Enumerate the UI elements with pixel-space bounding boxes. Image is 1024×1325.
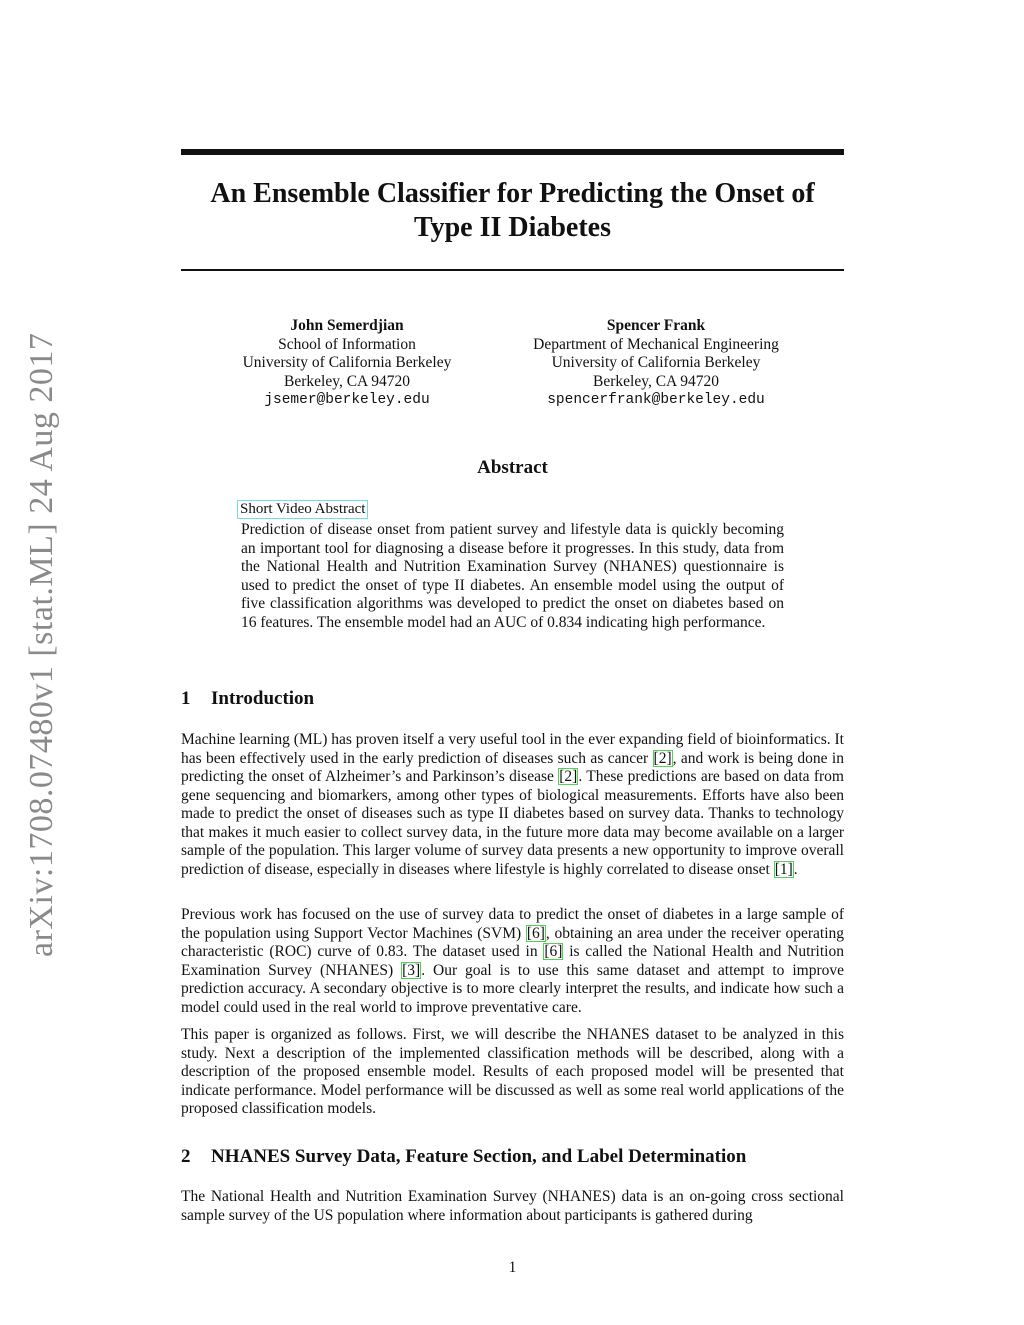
citation-link[interactable]: [2] (559, 768, 578, 785)
section-title: NHANES Survey Data, Feature Section, and Label Determination (211, 1146, 747, 1167)
paragraph-text: Previous work has focused on the use of survey data to predict the onset of diabetes in a large sample of the population using Support Vector Machines (SVM) (181, 906, 844, 942)
paragraph-text: . (793, 860, 798, 878)
video-abstract-link[interactable]: Short Video Abstract (240, 501, 366, 517)
paragraph-text: . These predictions are based on data from gene sequencing and biomarkers, among other types of biological measurements. Efforts have also been made to predict the onset of diseases such as type II diabetes based on survey data. Thanks to technology that makes it much easier to collect survey data, in the future more data may become available on a larger sample of the population. This larger volume of survey data presents a new opportunity to improve overall prediction of disease, especially in diseases where lifestyle is highly correlated to disease onset (181, 768, 844, 878)
section-number: 1 (181, 688, 191, 709)
citation-link[interactable]: [3] (402, 961, 421, 979)
title-rule-bottom (181, 269, 844, 271)
author-email[interactable]: jsemer@berkeley.edu (264, 392, 430, 408)
section-number: 2 (181, 1146, 191, 1167)
intro-paragraph-1 (181, 731, 844, 879)
paragraph-text: . Our goal is to use this same dataset and attempt to improve prediction accuracy. A secondary objective is to more clearly interpret the results, and indicate how such a model could used in the real world to improve preventative care. (181, 961, 844, 1016)
arxiv-identifier: arXiv:1708.07480v1 [stat.ML] 24 Aug 2017 (23, 332, 60, 957)
paragraph-text: is called the National Health and Nutrition Examination Survey (NHANES) (181, 943, 844, 979)
abstract-text: Prediction of disease onset from patient survey and lifestyle data is quickly becoming an important tool for diagnosing a disease before it progresses. In this study, data from the National Health and Nutrition Examination Survey (NHANES) questionnaire is used to predict the onset of type II diabetes. An ensemble model using the output of five classification algorithms was developed to predict the onset on diabetes based on 16 features. The ensemble model had an AUC of 0.834 indicating high performance. (241, 521, 784, 631)
section-heading-introduction (181, 688, 844, 710)
citation-link[interactable]: [2] (653, 749, 672, 767)
citation-link[interactable]: [6] (526, 924, 545, 942)
author-institution: University of California Berkeley (242, 354, 452, 371)
author-block-1 (197, 317, 497, 410)
author-location: Berkeley, CA 94720 (593, 372, 719, 390)
author-affiliation: Department of Mechanical Engineering (533, 335, 779, 353)
section-title: Introduction (211, 688, 315, 709)
section-heading-nhanes (181, 1146, 844, 1168)
intro-paragraph-2 (181, 906, 844, 1017)
title-line-1: An Ensemble Classifier for Predicting the Onset of (210, 178, 815, 209)
author-affiliation: School of Information (278, 335, 416, 353)
citation-link[interactable]: [6] (544, 943, 563, 960)
paragraph-text: , and work is being done in predicting the onset of Alzheimer’s and Parkinson’s disease (181, 749, 844, 785)
author-block-2 (506, 317, 806, 410)
paper-title (181, 177, 844, 245)
intro-paragraph-3: This paper is organized as follows. First, we will describe the NHANES dataset to be analyzed in this study. Next a description of the implemented classification methods will be described, along with a description of the proposed ensemble model. Results of each proposed model will be presented that indicate performance. Model performance will be discussed as well as some real world applications of the proposed classification models. (181, 1026, 844, 1117)
title-line-2: Type II Diabetes (413, 212, 612, 243)
paragraph-text: , obtaining an area under the receiver operating characteristic (ROC) curve of 0.83. The dataset used in (181, 924, 845, 960)
author-location: Berkeley, CA 94720 (284, 372, 410, 390)
citation-link[interactable]: [1] (774, 860, 793, 878)
author-name: John Semerdjian (290, 317, 404, 334)
page-number: 1 (508, 1259, 517, 1276)
author-email[interactable]: spencerfrank@berkeley.edu (547, 392, 765, 408)
author-institution: University of California Berkeley (551, 354, 761, 371)
paragraph-text: Machine learning (ML) has proven itself a very useful tool in the ever expanding field of bioinformatics. It has been effectively used in the early prediction of diseases such as cancer (181, 731, 844, 767)
abstract-heading: Abstract (477, 457, 548, 478)
nhanes-paragraph-1: The National Health and Nutrition Examination Survey (NHANES) data is an on-going cross sectional sample survey of the US population where information about participants is gathered during (181, 1188, 844, 1224)
author-name: Spencer Frank (606, 317, 706, 334)
title-rule-top (181, 149, 844, 155)
